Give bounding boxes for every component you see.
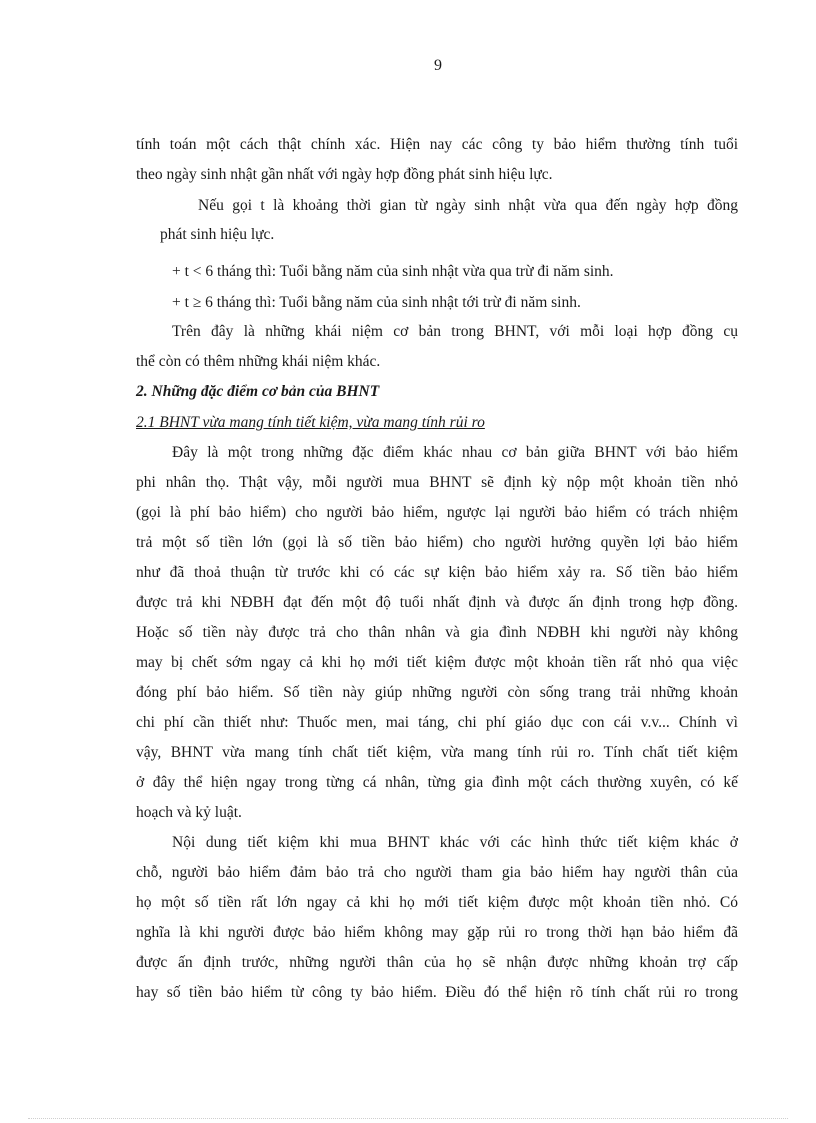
text-line: vậy, BHNT vừa mang tính chất tiết kiệm, vừa mang tính rủi ro. Tính chất tiết kiệm bbox=[136, 744, 738, 761]
text-line: hay số tiền bảo hiểm từ công ty bảo hiểm. Điều đó thể hiện rõ tính chất rủi ro trong bbox=[136, 984, 738, 1001]
text-line: như đã thoả thuận từ trước khi có các sự kiện bảo hiểm xảy ra. Số tiền bảo hiểm bbox=[136, 564, 738, 581]
text-line: (gọi là phí bảo hiểm) cho người bảo hiểm, ngược lại người bảo hiểm có trách nhiệm bbox=[136, 504, 738, 521]
text-line: Đây là một trong những đặc điểm khác nhau cơ bản giữa BHNT với bảo hiểm bbox=[172, 444, 738, 461]
text-line: thể còn có thêm những khái niệm khác. bbox=[136, 353, 381, 370]
text-line: được trả khi NĐBH đạt đến một độ tuổi nhất định và được ấn định trong hợp đồng. bbox=[136, 594, 738, 611]
text-line: chỗ, người bảo hiểm đảm bảo trả cho người tham gia bảo hiểm hay người thân của bbox=[136, 864, 738, 881]
text-line: Nội dung tiết kiệm khi mua BHNT khác với các hình thức tiết kiệm khác ở bbox=[172, 834, 738, 851]
text-line: Trên đây là những khái niệm cơ bản trong BHNT, với mỗi loại hợp đồng cụ bbox=[172, 323, 738, 340]
text-line: nghĩa là khi người được bảo hiểm không may gặp rủi ro trong thời hạn bảo hiểm đã bbox=[136, 924, 738, 941]
text-line: hoạch và kỷ luật. bbox=[136, 804, 242, 821]
text-line: ở đây thể hiện ngay trong từng cá nhân, từng gia đình một cách thường xuyên, có kế bbox=[136, 774, 738, 791]
text-line: họ một số tiền rất lớn ngay cả khi họ mới tiết kiệm được một khoản tiền nhỏ. Có bbox=[136, 894, 738, 911]
text-line: phi nhân thọ. Thật vậy, mỗi người mua BHNT sẽ định kỳ nộp một khoản tiền nhỏ bbox=[136, 474, 738, 491]
text-line: theo ngày sinh nhật gần nhất với ngày hợp đồng phát sinh hiệu lực. bbox=[136, 166, 553, 183]
text-line: được ấn định trước, những người thân của họ sẽ nhận được những khoản trợ cấp bbox=[136, 954, 738, 971]
text-line: đóng phí bảo hiểm. Số tiền này giúp những người còn sống trang trải những khoản bbox=[136, 684, 738, 701]
text-line: tính toán một cách thật chính xác. Hiện nay các công ty bảo hiểm thường tính tuổi bbox=[136, 136, 738, 153]
page-bottom-divider bbox=[28, 1118, 788, 1119]
subsection-heading: 2.1 BHNT vừa mang tính tiết kiệm, vừa mang tính rủi ro bbox=[136, 414, 485, 431]
text-line: + t ≥ 6 tháng thì: Tuổi bằng năm của sinh nhật tới trừ đi năm sinh. bbox=[172, 294, 581, 311]
text-line: Hoặc số tiền này được trả cho thân nhân và gia đình NĐBH khi người này không bbox=[136, 624, 738, 641]
text-line: may bị chết sớm ngay cả khi họ mới tiết kiệm được một khoản tiền rất nhỏ qua việc bbox=[136, 654, 738, 671]
text-line: + t < 6 tháng thì: Tuổi bằng năm của sinh nhật vừa qua trừ đi năm sinh. bbox=[172, 263, 614, 280]
text-line: chi phí cần thiết như: Thuốc men, mai táng, chi phí giáo dục con cái v.v... Chính vì bbox=[136, 714, 738, 731]
text-line: Nếu gọi t là khoảng thời gian từ ngày sinh nhật vừa qua đến ngày hợp đồng bbox=[198, 197, 738, 214]
section-heading: 2. Những đặc điểm cơ bản của BHNT bbox=[136, 383, 380, 400]
text-line: phát sinh hiệu lực. bbox=[160, 226, 275, 243]
text-line: trả một số tiền lớn (gọi là số tiền bảo hiểm) cho người hưởng quyền lợi bảo hiểm bbox=[136, 534, 738, 551]
page-number: 9 bbox=[434, 57, 442, 74]
